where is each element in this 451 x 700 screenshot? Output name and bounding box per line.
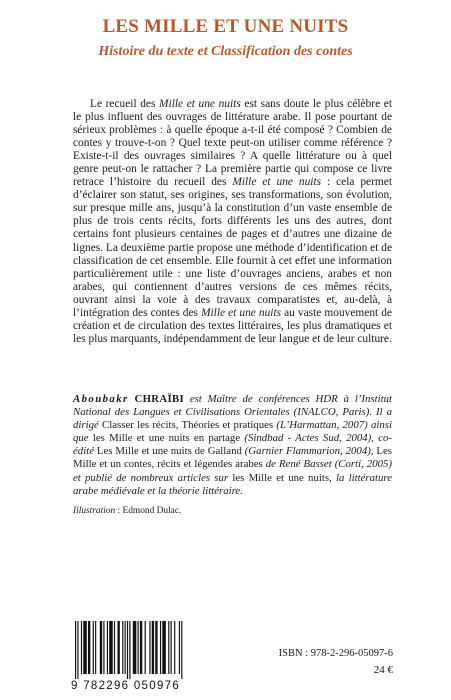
bio-title: les Mille et une nuits en partage (92, 432, 241, 445)
barcode-bar (114, 621, 115, 674)
barcode-bars (71, 621, 187, 679)
barcode-bar (168, 621, 169, 674)
barcode-bar (129, 621, 130, 679)
barcode-bar (125, 621, 126, 674)
bio-text: (L’Harmattan, 2007) ainsi que (73, 419, 392, 445)
book-subtitle: Histoire du texte et Classification des contes (98, 44, 353, 59)
barcode-bar (81, 621, 82, 674)
barcode-bar (122, 621, 123, 674)
bio-title: Les Mille et un contes, récits et légendes arabes (73, 445, 392, 471)
barcode (71, 621, 187, 679)
book-name-italic: Mille et une nuits (159, 98, 241, 110)
bio-text: (Garnier Flammarion, 2004), (241, 445, 377, 458)
barcode-bar (162, 621, 166, 674)
barcode-bar (103, 621, 104, 674)
author-first-name: Aboubakr (73, 393, 129, 405)
book-name-italic: Mille et une nuits (201, 306, 282, 319)
illustration-label: Illustration (73, 506, 116, 516)
author-last-name: CHRAÏBI (134, 393, 184, 405)
description-text: est sans doute le plus célèbre et le plus influent des ouvrages de littérature arabe. Il pose pourtant de sérieux problèmes : à quelle époque a-t-il été composé ? Combien de contes y trouve-t-on ? Quel texte peut-on utiliser comme référence ? Existe-t-il des ouvrages similaires ? A quelle littérature ou à quel genre peut-on le rattacher ? La première partie qui compose ce livre retrace l’histoire du recueil des (73, 98, 392, 189)
barcode-bar (100, 621, 102, 674)
barcode-bar (160, 621, 161, 674)
illustration-credit (73, 506, 181, 516)
barcode-bar (152, 621, 154, 674)
barcode-bar (75, 621, 76, 679)
barcode-bar (145, 621, 146, 674)
bio-text: de René Basset (Corti, 2005) et publié de nombreux articles sur (73, 458, 392, 484)
author-biography (73, 393, 392, 498)
description-text: : cela permet d’éclairer son statut, ses origines, ses transformations, son évolution, sur presque mille ans, jusqu’à la constitution d’un vaste ensemble de plus de trois cents récits, forts différents les uns des autres, dont certains font plusieurs centaines de pages et d’autres une dizaine de lignes. La deuxième partie propose une méthode d’identification et de classification de cet ensemble. Elle fournit à cet effet une information particulièrement utile : une liste d’ouvrages anciens, arabes et non arabes, qui contiennent d’autres versions de ces mêmes récits, ouvrant ainsi la voie à des travaux comparatistes et, au-delà, à l’intégration des contes des (73, 176, 392, 319)
bio-text: (Sindbad - Actes Sud, 2004), co-édité (73, 432, 392, 458)
barcode-bar (127, 621, 128, 679)
barcode-bar (138, 621, 139, 674)
barcode-bar (107, 621, 108, 674)
description-text: au vaste mouvement de création et de circulation des textes littéraires, les plus dramatiques et les plus marquants, indépendamment de leur langue et de leur culture. (73, 306, 392, 345)
barcode-digits: 9 782296 050976 (71, 680, 181, 692)
bio-text: est Maître de conférences HDR à l’Institut National des Langues et Civilisations Orientales (INALCO, Paris). Il a dirigé (73, 393, 393, 432)
barcode-bar (93, 621, 94, 674)
illustration-separator: : (115, 506, 123, 516)
barcode-bar (174, 621, 175, 674)
barcode-bar (181, 621, 182, 679)
book-name-italic: Mille et une nuits (232, 176, 322, 189)
barcode-bar (171, 621, 172, 674)
book-title: LES MILLE ET UNE NUITS (102, 16, 349, 37)
barcode-bar (140, 621, 142, 674)
bio-text: , la littérature arabe médiévale et la théorie littéraire. (73, 471, 392, 497)
barcode-bar (149, 621, 150, 674)
bio-title: Les Mille et une nuits de Galland (96, 445, 242, 458)
barcode-bar (117, 621, 119, 674)
isbn: ISBN : 978-2-296-05097-6 (278, 648, 393, 659)
bio-title: Classer les récits, Théories et pratiques (102, 419, 274, 432)
description-text: Le recueil des (90, 98, 160, 110)
barcode-bar (179, 621, 180, 674)
barcode-bar (88, 621, 90, 674)
back-cover-description (73, 98, 392, 346)
barcode-bar (83, 621, 87, 674)
illustrator-name: Edmond Dulac. (122, 506, 182, 516)
barcode-bar (155, 621, 157, 674)
bio-title: les Mille et une nuits (232, 471, 330, 484)
barcode-bar (95, 621, 96, 674)
barcode-bar (109, 621, 113, 674)
price: 24 € (373, 664, 393, 676)
barcode-bar (133, 621, 137, 674)
barcode-bar (77, 621, 78, 679)
